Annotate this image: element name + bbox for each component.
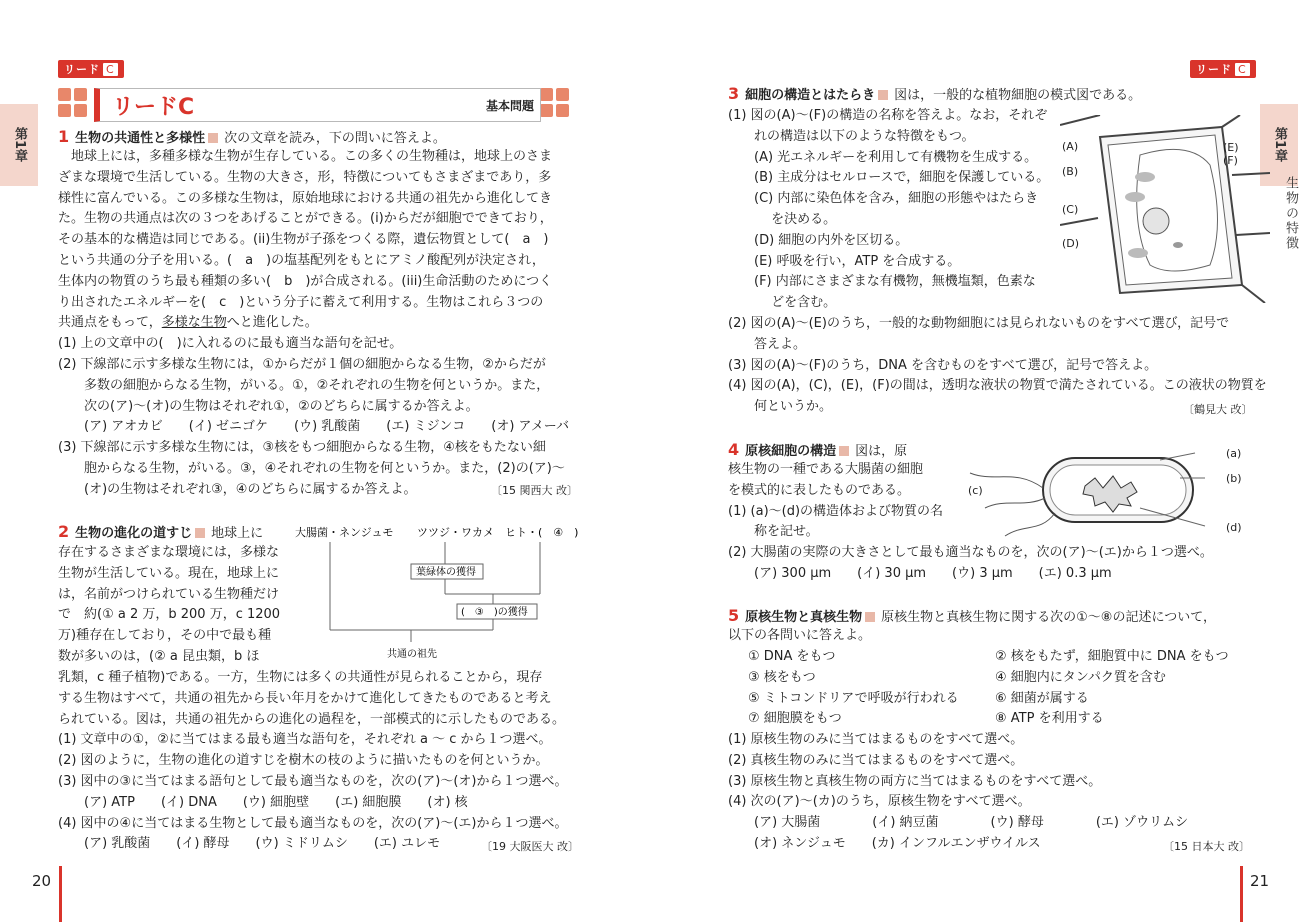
q5-heading: 5 原核生物と真核生物 原核生物と真核生物に関する次の①～⑧の記述について， [728,606,1216,625]
chapter-tab: 第1章 [0,104,38,186]
section-title-text: リードC [112,95,195,120]
q4-body: 核生物の一種である大腸菌の細胞 を模式的に表したものである。 (1) (a)～(d)の構造体および物質の名 称を記せ。 (2) 大腸菌の実際の大きさとして最も適当なものを，次の(ア)～(エ)から１つ選べ。 (ア) 300 μm (イ) 30 μm (ウ) 3 μm (エ) 0.3 μm [728,462,1213,581]
q1-paragraph: 地球上には，多種多様な生物が生存している。この多くの生物種は，地球上のさま ざまな環境で生活している。生物の大きさ，形，特徴についてもさまざまであり，多 様性に富んでいる。この多様な生物は，原始地球における共通の祖先から進化してき た。生物の共通点は次の３つをあげることができる。(i)からだが細胞でできており， その基本的な構造は同じである。(ii)生物が子孫をつくる際，遺伝物質として( a ) という共通の分子を用いる。( a )の塩基配列をもとにアミノ酸配列が決定され， 生体内の物質のうち最も種類の多い( b )が合成される。(iii)生命活動のためにつく り出されたエネルギーを( c )という分子に蓄えて利用する。生物はこれら３つの 共通点をもって，多様な生物へと進化した。 (1) 上の文章中の( )に入れるのに最も適当な語句を記せ。 (2) 下線部に示す多様な生物には，①からだが１個の細胞からなる生物，②からだが 多数の細胞からなる生物，がいる。①，②それぞれの生物を何というか。また， 次の(ア)～(オ)の生物はそれぞれ①，②のどちらに属するか答えよ。 (ア) アオカビ (イ) ゼニゴケ (ウ) 乳酸菌 (エ) ミジンコ (オ) アメーバ (3) 下線部に示す多様な生物には，③核をもつ細胞からなる生物，④核をもたない細 胞からなる生物，がいる。③，④それぞれの生物を何というか。また，(2)の(ア)～ (オ)の生物はそれぞれ③，④のどちらに属するか答えよ。 [58,149,570,497]
header-tag: リード C [1190,60,1256,78]
cell-wall-line [1232,173,1270,175]
page-number: 21 [1250,872,1270,890]
cell-wall-line [1060,218,1098,225]
label-b: (b) [1226,472,1242,485]
phylogenetic-tree [295,522,585,662]
q3-source: 〔鶴見大 改〕 [1183,403,1253,416]
q1-source: 〔15 関西大 改〕 [491,484,578,497]
cell-wall-line [1236,233,1270,235]
section-subtitle: 基本問題 [485,99,534,113]
label-line [1160,453,1195,460]
tree-label-c: ヒト・( ④ ) [505,526,579,539]
flagellum [1005,513,1055,536]
label-E: (E) [1223,141,1239,154]
tree-label-e: ( ③ )の獲得 [461,607,528,618]
cell-wall-line [1222,115,1240,127]
deco-square [540,104,553,117]
tree-label-f: 共通の祖先 [387,649,437,660]
page-number: 20 [32,872,52,890]
deco-square [74,104,87,117]
deco-square [58,88,71,101]
q3-body: (1) 図の(A)～(F)の構造の名称を答えよ。なお，それぞ れの構造は以下のような特徴をもつ。 (A) 光エネルギーを利用して有機物を生成する。 (B) 主成分はセルロースで，細胞を保護している。 (C) 内部に染色体を含み，細胞の形態やはたらき を決める。 (D) 細胞の内外を区切る。 (E) 呼吸を行い，ATP を合成する。 (F) 内部にさまざまな有機物，無機塩類，色素な どを含む。 (2) 図の(A)～(E)のうち，一般的な動物細胞には見られないものをすべて選び，記号で 答えよ。 (3) 図の(A)～(F)のうち，DNA を含むものをすべて選び，記号で答えよ。 (4) 図の(A)，(C)，(E)，(F)の間は，透明な液状の物質で満たされている。この液状の物質を 何というか。 [728,108,1267,415]
flagellum [985,498,1045,508]
label-D: (D) [1062,237,1080,250]
chloroplast [1128,248,1148,258]
q5-body: (1) 原核生物のみに当てはまるものをすべて選べ。 (2) 真核生物のみに当てはまるものをすべて選べ。 (3) 原核生物と真核生物の両方に当てはまるものをすべて選べ。 (4) 次の(ア)～(カ)のうち，原核生物をすべて選べ。 (ア) 大腸菌 (イ) 納豆菌 (ウ) 酵母 (エ) ゾウリムシ (オ) ネンジュモ (カ) インフルエンザウイルス [728,732,1189,851]
ecoli-diagram [965,448,1245,540]
deco-square [540,88,553,101]
q2-source: 〔19 大阪医大 改〕 [481,840,579,853]
q5-source: 〔15 日本大 改〕 [1163,840,1250,853]
right-page [650,0,1300,922]
tree-label-a: 大腸菌・ネンジュモ [295,526,394,539]
page-edge-bar [59,866,62,922]
deco-square [58,104,71,117]
label-A: (A) [1062,140,1079,153]
cell-wall-line [1242,285,1265,303]
deco-square [74,88,87,101]
label-d: (d) [1226,521,1242,534]
label-B: (B) [1062,165,1079,178]
label-a: (a) [1226,447,1242,460]
q5-statements-right: ② 核をもたず，細胞質中に DNA をもつ ④ 細胞内にタンパク質を含む ⑥ 細菌が属する ⑧ ATP を利用する [995,649,1229,727]
q2-lead: 存在するさまざまな環境には，多様な 生物が生活している。現在，地球上に は，名前がつけられている生物種だけ で 約(① a 2 万，b 200 万，c 1200 万)種存在しており，その中で最も種 数が多いのは，(② a 昆虫類，b ほ [58,545,281,664]
q2-heading: 2 生物の進化の道すじ 地球上に [58,522,264,541]
section-title [94,88,541,122]
q1-heading: 1 生物の共通性と多様性 次の文章を読み，下の問いに答えよ。 [58,127,446,146]
chloroplast [1125,192,1145,202]
header-tag: リード C [58,60,124,78]
chloroplast [1135,172,1155,182]
q5-statements-left: ① DNA をもつ ③ 核をもつ ⑤ ミトコンドリアで呼吸が行われる ⑦ 細胞膜をもつ [748,649,959,727]
deco-square [556,104,569,117]
cell-wall-line [1060,115,1100,125]
q3-heading: 3 細胞の構造とはたらき 図は，一般的な植物細胞の模式図である。 [728,84,1142,103]
mitochondrion [1173,242,1183,248]
tree-label-b: ツツジ・ワカメ [417,526,494,539]
tree-label-d: 葉緑体の獲得 [416,567,476,578]
chapter-tab: 第1章 [1260,104,1298,186]
nucleus [1143,208,1169,234]
label-C: (C) [1062,203,1079,216]
chapter-subtitle: 生物の特徴 [1283,176,1298,251]
q5-lead2: 以下の各問いに答えよ。 [728,628,872,643]
q4-heading: 4 原核細胞の構造 図は，原 [728,440,908,459]
label-F: (F) [1223,154,1238,167]
label-c: (c) [968,484,983,497]
page-edge-bar [1240,866,1243,922]
deco-square [556,88,569,101]
q2-body: 乳類，c 種子植物)である。一方，生物には多くの共通性が見られることから，現存 する生物はすべて，共通の祖先から長い年月をかけて進化してきたものであると考え られている。図は，共通の祖先からの進化の過程を，一部模式的に示したものである。 (1) 文章中の①，②に当てはまる最も適当な語句を，それぞれ a ～ c から１つ選べ。 (2) 図のように，生物の進化の道すじを樹木の枝のように描いたものを何というか。 (3) 図中の③に当てはまる語句として最も適当なものを，次の(ア)～(オ)から１つ選べ。 (ア) ATP (イ) DNA (ウ) 細胞壁 (エ) 細胞膜 (オ) 核 (4) 図中の④に当てはまる生物として最も適当なものを，次の(ア)～(エ)から１つ選べ。 (ア) 乳酸菌 (イ) 酵母 (ウ) ミドリムシ (エ) ユレモ [58,670,568,852]
